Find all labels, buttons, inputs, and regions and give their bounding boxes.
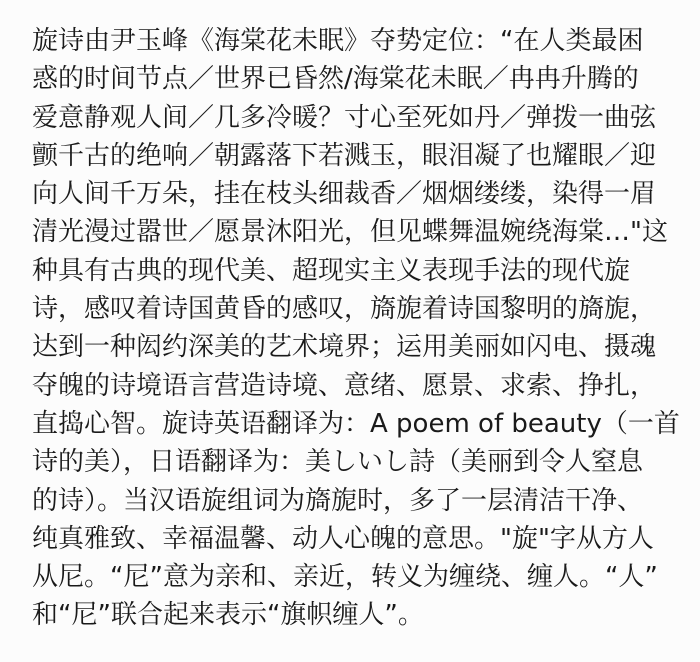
text-line: 种具有古典的现代美、超现实主义表现手法的现代旋	[32, 255, 631, 286]
text-line: 诗的美），日语翻译为：美しいし詩（美丽到令人窒息	[32, 447, 644, 478]
text-line: 颤千古的绝响／朝露落下若溅玉，眼泪凝了也耀眼／迎	[32, 140, 657, 171]
text-line: 和“尼”联合起来表示“旗帜缠人”。	[32, 600, 424, 631]
text-line: 惑的时间节点／世界已昏然/海棠花未眠／冉冉升腾的	[32, 64, 639, 95]
text-line: 诗，感叹着诗国黄昏的感叹，旖旎着诗国黎明的旖旎，	[32, 294, 657, 325]
text-line: 的诗）。当汉语旋组词为旖旎时，多了一层清洁干净、	[32, 485, 644, 516]
text-line: 夺魄的诗境语言营造诗境、意绪、愿景、求索、挣扎，	[32, 370, 657, 401]
text-line: 从尼。“尼”意为亲和、亲近，转义为缠绕、缠人。“人”	[32, 562, 658, 593]
text-line: 达到一种闳约深美的艺术境界；运用美丽如闪电、摄魂	[32, 332, 657, 363]
text-line: 爱意静观人间／几多冷暖？寸心至死如丹／弹拨一曲弦	[32, 102, 657, 133]
text-line: 向人间千万朵，挂在枝头细裁香／烟烟缕缕，染得一眉	[32, 179, 657, 210]
text-line: 清光漫过嚣世／愿景沐阳光，但见蝶舞温婉绕海棠…"这	[32, 217, 668, 248]
article-paragraph	[32, 22, 680, 635]
text-line: 纯真雅致、幸福温馨、动人心魄的意思。"旋"字从方人	[32, 523, 654, 554]
text-line: 直捣心智。旋诗英语翻译为：A poem of beauty（一首	[32, 408, 680, 439]
text-line: 旋诗由尹玉峰《海棠花未眠》夺势定位：“在人类最困	[32, 26, 644, 56]
